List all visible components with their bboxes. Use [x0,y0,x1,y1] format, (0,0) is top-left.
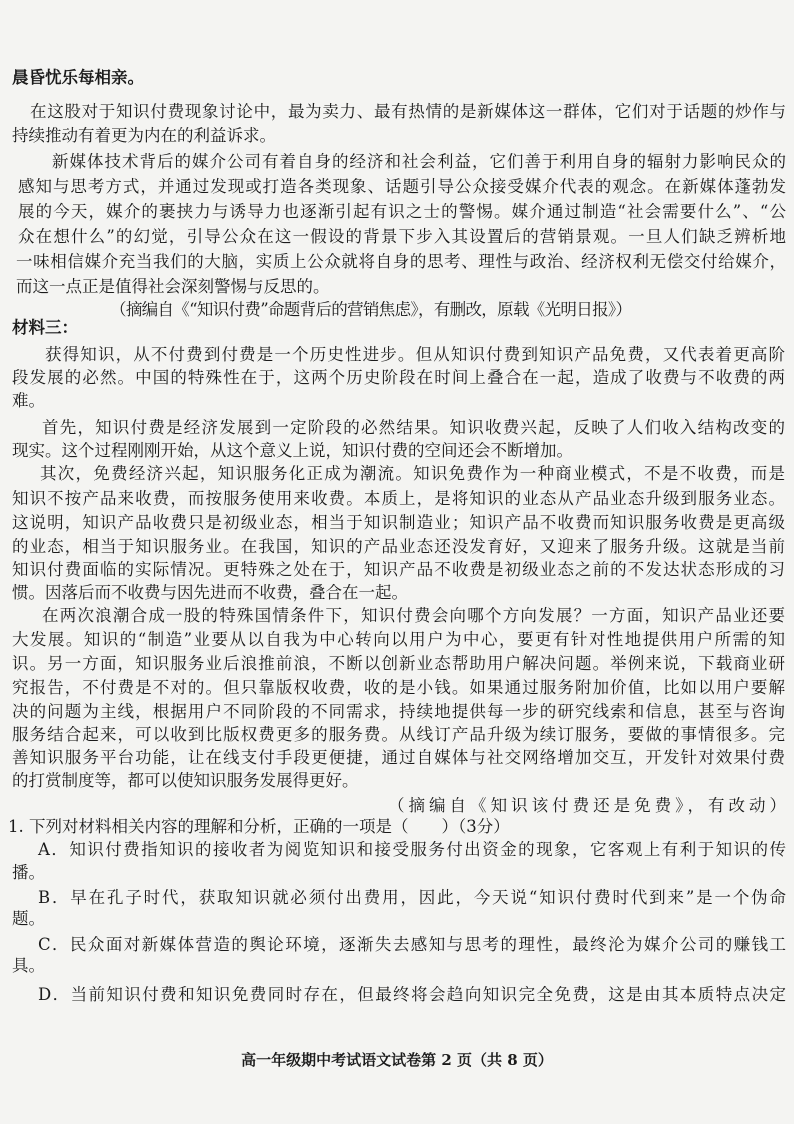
paragraph-line: 一味相信媒介充当我们的大脑，实质上公众就将自身的思考、理性与政治、经济权利无偿交付给媒介， [16,252,787,271]
option-line: D．当前知识付费和知识免费同时存在，但最终将会趋向知识完全免费，这是由其本质特点决定 [38,985,788,1004]
paragraph-line: 众在想什么”的幻觉，引导公众在这一假设的背景下步入其设置后的营销景观。一旦人们缺乏辨析地 [18,227,788,246]
option-line: 具。 [12,956,45,975]
option-line: B．早在孔子时代，获取知识就必须付出费用，因此，今天说“知识付费时代到来”是一个伪命 [38,888,788,907]
paragraph-line: 难。 [12,391,45,410]
option-line: 播。 [12,863,45,882]
paragraph-line: 感知与思考方式，并通过发现或打造各类现象、话题引导公众接受媒介代表的观念。在新媒体蓬勃发 [18,177,787,196]
paragraph-line: 知识不按产品来收费，而按服务使用来收费。本质上，是将知识的业态从产品业态升级到服务业态。 [12,489,787,508]
option-line: C．民众面对新媒体营造的舆论环境，逐渐失去感知与思考的理性，最终沦为媒介公司的赚钱工 [38,935,788,954]
paragraph-line: 这说明，知识产品收费只是初级业态，相当于知识制造业；知识产品不收费而知识服务收费是更高级 [12,513,787,532]
paragraph-line: 大发展。知识的“制造”业要从以自我为中心转向以用户为中心，要更有针对性地提供用户所需的知 [12,630,787,649]
paragraph-line: 持续推动有着更为内在的利益诉求。 [12,126,276,145]
paragraph-line: 善知识服务平台功能，让在线支付手段更便捷，通过自媒体与社交网络增加交互，开发针对效果付费 [12,748,787,767]
paragraph-line: 究报告，不付费是不对的。但只靠版权收费，收的是小钱。如果通过服务附加价值，比如以用户要解 [12,678,787,697]
paragraph-line: 识。另一方面，知识服务业后浪推前浪，不断以创新业态帮助用户解决问题。举例来说，下载商业研 [12,654,787,673]
paragraph-line: 的业态，相当于知识服务业。在我国，知识的产品业态还没发育好，又迎来了服务升级。这就是当前 [12,537,787,556]
paragraph-line: 获得知识，从不付费到付费是一个历史性进步。但从知识付费到知识产品免费，又代表着更高阶 [45,345,787,364]
paragraph-line: 新媒体技术背后的媒介公司有着自身的经济和社会利益，它们善于利用自身的辐射力影响民众的 [52,152,787,171]
poem-fragment: 晨昏忧乐每相亲。 [12,68,144,87]
paragraph-line: 而这一点正是值得社会深刻警惕与反思的。 [16,277,330,296]
section-heading: 材料三： [12,318,78,337]
page-footer: 高一年级期中考试语文试卷第 2 页（共 8 页） [241,1051,553,1069]
paragraph-line: 首先，知识付费是经济发展到一定阶段的必然结果。知识收费兴起，反映了人们收入结构改变的 [42,418,787,437]
paragraph-line: 的打赏制度等，都可以使知识服务发展得更好。 [12,771,359,790]
paragraph-line: 段发展的必然。中国的特殊性在于，这两个历史阶段在时间上叠合在一起，造成了收费与不收费的两 [12,368,787,387]
paragraph-line: 其次，免费经济兴起，知识服务化正成为潮流。知识免费作为一种商业模式，不是不收费，而是 [40,464,787,483]
question-stem: 1. 下列对材料相关内容的理解和分析，正确的一项是（ ）（3分） [8,817,510,836]
paragraph-line: 在这股对于知识付费现象讨论中，最为卖力、最有热情的是新媒体这一群体，它们对于话题的炒作与 [30,102,787,121]
option-line: A．知识付费指知识的接收者为阅览知识和接受服务付出资金的现象，它客观上有利于知识的传 [38,840,788,859]
paragraph-line: 知识付费面临的实际情况。更特殊之处在于，知识产品不收费是初级业态之前的不发达状态形成的习 [12,560,787,579]
source-citation: （摘编自《知识该付费还是免费》，有改动） [388,796,791,815]
source-citation: （摘编自《“知识付费”命题背后的营销焦虑》，有删改，原载《光明日报》） [110,300,632,319]
paragraph-line: 惯。因落后而不收费与因先进而不收费，叠合在一起。 [12,583,408,602]
paragraph-line: 决的问题为主线，根据用户不同阶段的不同需求，持续地提供每一步的研究线索和信息，甚至与咨询 [12,702,787,721]
paragraph-line: 现实。这个过程刚刚开始，从这个意义上说，知识付费的空间还会不断增加。 [12,441,573,460]
paragraph-line: 在两次浪潮合成一股的特殊国情条件下，知识付费会向哪个方向发展？一方面，知识产品业还要 [42,606,787,625]
option-line: 题。 [12,909,45,928]
paragraph-line: 展的今天，媒介的裹挟力与诱导力也逐渐引起有识之士的警惕。媒介通过制造“社会需要什么”、“公 [18,202,788,221]
paragraph-line: 服务结合起来，可以收到比版权费更多的服务费。从线订产品升级为续订服务，要做的事情很多。完 [12,725,787,744]
